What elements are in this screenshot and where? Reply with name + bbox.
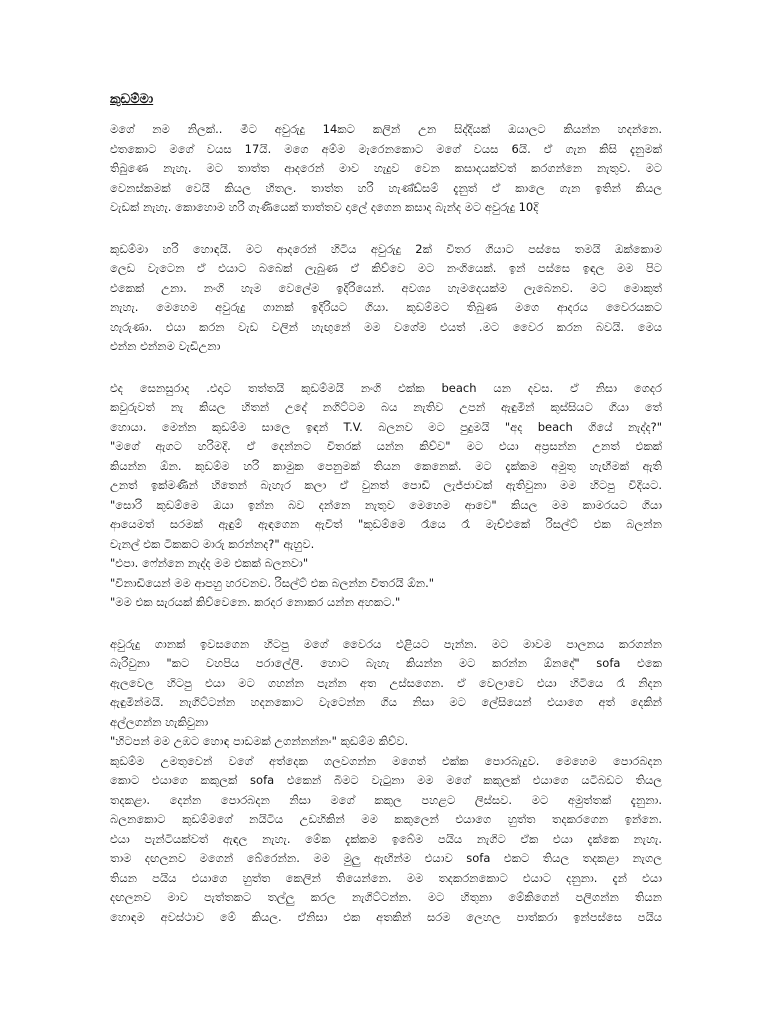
text-line: කුඩම්මා හරි හොඳයි. මට ආදරෙන් හිටිය අවුරුදු 2ක් විතර ගියාට පස්සෙ තමයි ඔක්කොම [110, 241, 662, 256]
document-title: කුඩම්මා [110, 92, 154, 107]
text-line: මගේ නම නිලක්.. මීට අවුරුදු 14කට කලින් උන සිද්දියක් ඔයාලට කියන්න හදන්නෙ. [110, 122, 662, 136]
dialog-line: "විනාඩියෙන් මම ආපහු හරවනව. රිසල්ට් එක බලන්න විතරයි ඕන." [110, 575, 435, 590]
text-line: ඇඳුමින්මයි. නැගිට්ටන්න හදනකොට වැටෙන්න ගිය නිසා මට ලේසියෙන් එයාගෙ අත් දෙකින් [110, 695, 662, 709]
text-line: හැරුණා. එයා කරන වැඩ වලින් හැඟුනේ මම වගේම එයත් .මට වෛර කරන බවයි. මෙය [110, 319, 662, 334]
text-line: වැඩක් නැහැ. කොහොම හරි ගෑණියෙක් තාත්තව දාලේ දගෙන කසාද බැන්ද මට අවුරුදු 10දි [110, 200, 539, 214]
dialog-line: "මම එක සැරයක් කිව්වෙනෙ. කරදර නොකර යන්න අහකට." [110, 595, 401, 609]
text-line: හොඳම අවස්ථාව මේ කියල. ඒනිසා එක අතකින් සරම ලෙහල පාත්කරා ඉන්පස්සෙ පයිය [110, 909, 662, 924]
dialog-block [110, 554, 662, 613]
text-line: උනත් ඉක්මණින් හිතෙන් බැහැර කලා ඒ වුනත් පොඩි ලැජ්ජාවක් ඇතිවුනා මම හිටපු විදියට. [110, 478, 662, 492]
text-line: එන්න එන්නම වැඩිඋනා [110, 339, 221, 353]
text-line: තියන පයිය එයාගෙ හුත්ත කෙලින් තියෙන්නෙ. මම තදකරනකොට එයාට දනුනා. දැන් එයා [110, 870, 662, 885]
text-line: බැරිවුනා "කට වහපිය පරාලේලි. හොට බැහැ කියන්න මට කරන්න ඕනදේ" sofa එකෙ [110, 656, 662, 670]
text-line: එතකොට මගේ වයස 17යි. මගෙ අම්ම මැරෙනකොට මගේ වයස 6යි. ඒ ගැන කිසි දැනුමක් [110, 141, 662, 156]
text-line: කොට එයාගෙ කකුලක් sofa එකෙන් බිමට වැටුනා මම මගේ කකුලක් එයාගෙ යටිබඩට තියල [110, 773, 662, 787]
paragraph-3 [110, 379, 662, 613]
document-page [110, 92, 662, 1012]
text-line: දඟලනව මාව පැත්තකට තල්ලු කරල නැගිට්ටන්න. මට හිතුනා මේකිගෙන් පලිගන්න තියන [110, 890, 662, 904]
paragraph-1 [110, 120, 662, 218]
text-line: තිබුණෙ නැහැ. මට තාත්ත ආදරෙන් මාව හැදුව වෙන කසාදයක්වත් කරගන්නෙ නැතුව. මට [110, 161, 662, 175]
text-line: අවුරුදු ගානක් ඉවසගෙන හිටපු මගේ වෛරය එළියට පැන්න. මට මාවම පාලනය කරගන්න [110, 636, 662, 651]
text-line: කුඩම්ම උමතුවෙන් වගේ අත්දෙක ගලවගන්න මගෙත් එක්ක පොරබැදුව. මෙහෙම පොරබදන [110, 753, 662, 768]
dialog-line: "හිටපන් මම උඹට හොඳ පාඩමක් උගන්නන්නං" කුඩම්ම කිව්ව. [110, 734, 409, 748]
text-line: "සොරි කුඩම්මෙ ඔයා ඉන්න බව දන්නෙ නැතුව මෙහෙම ආවෙ" කියල මම කාමරයට ගියා [110, 497, 662, 512]
text-line: එද සෙනසුරාද .එදාට තත්තයි කුඩම්මයි නංගි එක්ක beach යන දවස. ඒ නිසා ගෙදර [110, 380, 662, 395]
text-line: වෙනස්කමක් වෙයි කියල හිතල. තාත්ත හරි හැණ්ඩ්සම් දැනුත් ඒ කාලෙ ගැන ඉතින් කියල [110, 180, 662, 195]
text-line: ආයෙමත් සරමක් ඇඳුම් ඇඳගෙන ඇවිත් "කුඩම්මෙ රෑයෙ රෑ මැච්එකේ රිසල්ට් එක බලන්න [110, 517, 662, 531]
dialog-block [110, 732, 662, 752]
text-line: නැහැ. මෙහෙම අවුරුදු ගානක් ඉදිරියට ගියා. කුඩම්මට තිබුණ මගෙ ආදරය වෛරයකට [110, 300, 662, 314]
paragraph-4 [110, 635, 662, 928]
text-line: ලෙඩ වැටෙන ඒ එයාට බබෙක් ලැබුණ ඒ කිව්වෙ මට නංගියෙක්. ඉන් පස්සෙ ඉඳල මම පිට [110, 261, 662, 275]
text-line: එයා පැන්ටියක්වත් ඇඳල නැහැ. මේක දැක්කම ඉබේම පයිය නැගිට ඒක එයා දැක්කෙ නැහැ. [110, 831, 662, 846]
dialog-line: "එපා. ෆේන්නෙ නැද්ද මම එකක් බලනවා" [110, 556, 309, 570]
text-line: කියන්න ඕන. කුඩම්ම හරි කාමුක පෙනුමක් තියන කෙනෙක්. මට දැක්කම අමුතු හැඟීමක් ඇති [110, 458, 662, 473]
text-line: කවුරුවත් නැ කියල හිතන් උදේ නගිට්ටම බය නැතිව උපන් ඇඳුමින් කුස්සියට ගියා තේ [110, 400, 662, 414]
text-line: තදකළා. දෙන්න පොරබදන නිසා මගේ කකුල පහළට ලිස්සව. මට අමුත්තක් දැනුනා. [110, 792, 662, 807]
text-line: බලනකොට කුඩම්මගේ නයිටිය උඩහිකින් මම කකුලෙන් එයාගෙ හුත්ත තදකරගෙන ඉන්නෙ. [110, 812, 662, 826]
text-line: ඇලවෙල හිටපු එයා මට ගහන්න පැන්න අත උස්සගෙන. ඒ වෙලාවෙ එයා හිටියෙ රෑ නිදන [110, 675, 662, 690]
text-line: හොයා. මෙන්න කුඩම්ම සාලෙ ඉඳන් T.V. බලනව මට පුදුමයි "අද beach ගියේ නැද්ද?" [110, 419, 662, 434]
text-line: චැනල් එක ටිකකට මාරු කරන්නද?" ඇහුව. [110, 536, 315, 551]
text-line: තාම දඟලනව මගෙන් බේරෙන්න. මම මුලු ඇඟින්ම එයාව sofa එකට තියල තදකළා නැගල [110, 851, 662, 865]
text-line: අල්ලගන්න හැකිවුනා [110, 714, 209, 729]
text-line: "මගේ ඇගට හරිමදි. ඒ දෙන්නට විතරක් යන්න කිව්ව" මට එයා අප්‍රසන්න උනත් එකක් [110, 439, 662, 453]
paragraph-2 [110, 240, 662, 357]
text-line: එකෙක් උනා. නංගි හැම වෙලේම ඉදිරියෙන්. අවශ්‍ය හැමදෙයක්ම ලැබෙනව. මට මොකුත් [110, 280, 662, 295]
